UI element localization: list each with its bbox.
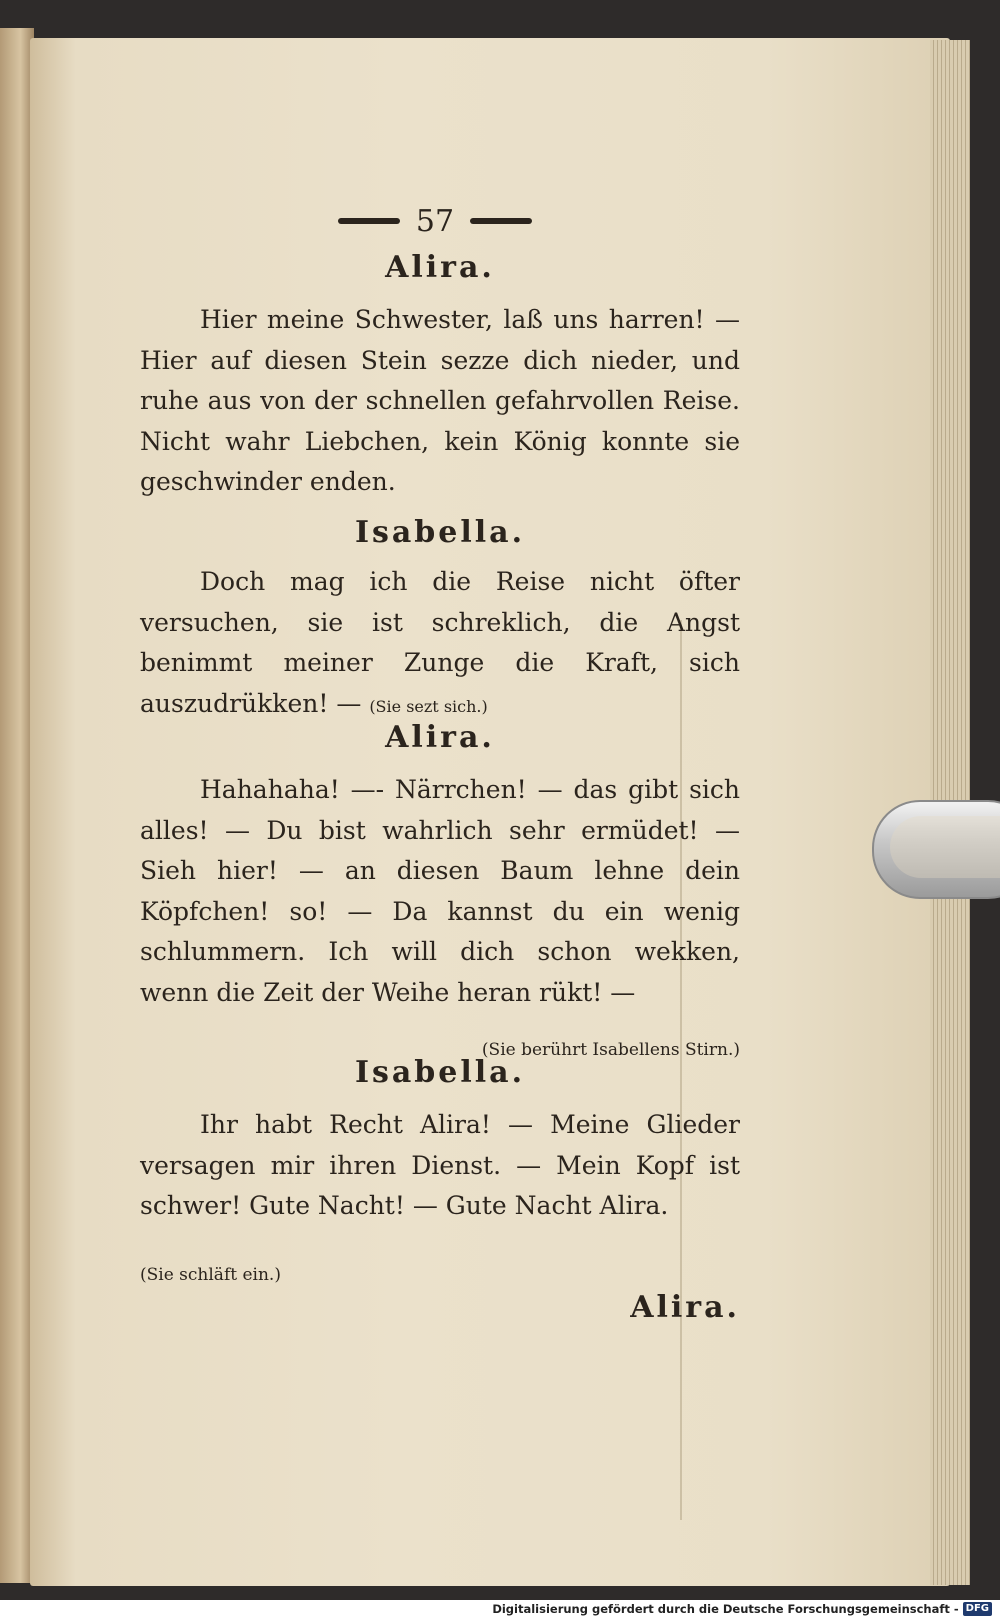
dialogue-block: [140, 770, 740, 1013]
digitization-footer: [492, 1600, 992, 1618]
footer-text: Digitalisierung gefördert durch die Deutsche Forschungsgemeinschaft -: [492, 1602, 959, 1616]
dialogue-block: [140, 300, 740, 503]
speaker-name: Alira.: [385, 250, 495, 285]
dialogue-block: [140, 1105, 740, 1227]
stage-direction: (Sie berührt Isabellens Stirn.): [481, 1040, 740, 1060]
dfg-logo: DFG: [963, 1602, 992, 1616]
speaker-name: Isabella.: [354, 1055, 526, 1090]
dialogue-text: Hier meine Schwester, laß uns harren! — Hier auf diesen Stein sezze dich nieder, und ruhe aus von der schnellen gefahrvollen Reise. Nicht wahr Liebchen, kein König konnte sie geschwinder enden.: [140, 305, 740, 496]
dialogue-text: Doch mag ich die Reise nicht öfter versuchen, sie ist schreklich, die Angst benimmt meiner Zunge die Kraft, sich auszudrükken! —: [140, 567, 740, 718]
page-header: [300, 196, 570, 246]
speaker-name: Isabella.: [354, 515, 526, 550]
dialogue-block: [140, 562, 740, 727]
dialogue-text: Hahahaha! —- Närrchen! — das gibt sich alles! — Du bist wahrlich sehr ermüdet! — Sieh hier! — an diesen Baum lehne dein Köpfchen! so! — Da kannst du ein wenig schlummern. Ich will dich schon wekken, wenn die Zeit der Weihe heran rükt! —: [140, 775, 740, 1007]
dialogue-text: Ihr habt Recht Alira! — Meine Glieder versagen mir ihren Dienst. — Mein Kopf ist schwer! Gute Nacht! — Gute Nacht Alira.: [140, 1110, 740, 1220]
ornament-left-icon: [338, 218, 400, 224]
stage-direction: (Sie schläft ein.): [140, 1265, 281, 1285]
page-number: 57: [415, 203, 455, 239]
dialogue-paragraph: [140, 562, 740, 727]
speaker-name: Alira.: [385, 720, 495, 755]
next-speaker-catchword: Alira.: [630, 1290, 740, 1325]
left-page-edge: [0, 28, 34, 1583]
stage-direction: (Sie sezt sich.): [369, 696, 488, 716]
page-clip-highlight: [890, 816, 1000, 878]
ornament-right-icon: [470, 218, 532, 224]
